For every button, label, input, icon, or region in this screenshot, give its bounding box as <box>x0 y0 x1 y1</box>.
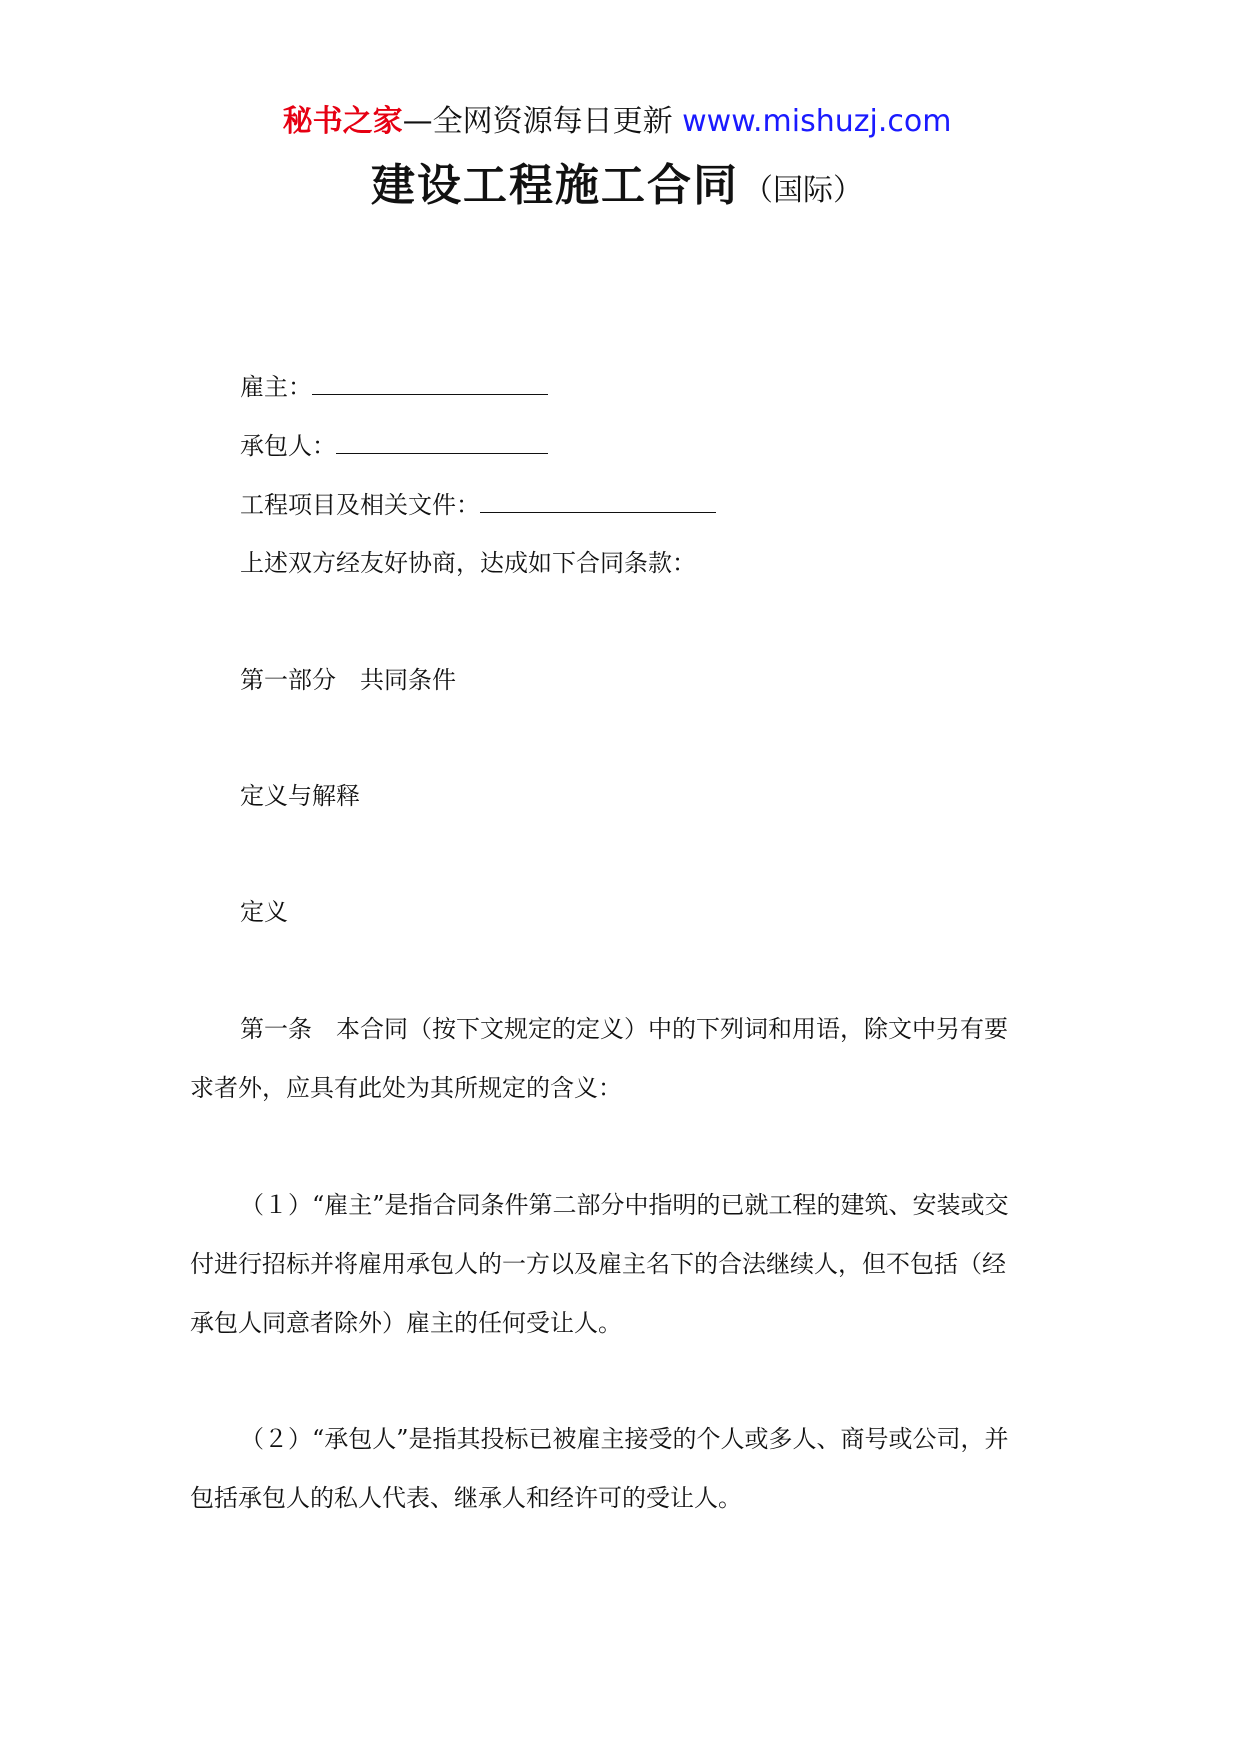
project-blank <box>480 488 716 513</box>
clause1-line1: （１）“雇主”是指合同条件第二部分中指明的已就工程的建筑、安装或交 <box>240 1191 1009 1219</box>
brand-name: 秘书之家 <box>282 104 403 139</box>
employer-blank <box>312 370 548 395</box>
subsection-heading: 定义 <box>240 898 288 926</box>
part-heading: 第一部分 共同条件 <box>240 666 456 694</box>
document-title <box>0 158 1234 214</box>
employer-label: 雇主： <box>240 373 312 401</box>
site-header <box>0 102 1234 142</box>
clause1-line2: 付进行招标并将雇用承包人的一方以及雇主名下的合法继续人，但不包括（经 <box>190 1250 1006 1278</box>
title-sub: （国际） <box>743 173 863 208</box>
contractor-field <box>240 429 548 462</box>
clause2-line1: （２）“承包人”是指其投标已被雇主接受的个人或多人、商号或公司，并 <box>240 1425 1009 1453</box>
clause2-line2: 包括承包人的私人代表、继承人和经许可的受让人。 <box>190 1484 742 1512</box>
article1-line2: 求者外，应具有此处为其所规定的含义： <box>190 1074 622 1102</box>
site-url-link[interactable]: www.mishuzj.com <box>682 104 952 139</box>
preamble: 上述双方经友好协商，达成如下合同条款： <box>240 549 696 577</box>
project-field <box>240 488 716 521</box>
brand-tagline: —全网资源每日更新 <box>402 104 683 139</box>
section-heading: 定义与解释 <box>240 782 360 810</box>
employer-field <box>240 370 548 403</box>
article1-line1: 第一条 本合同（按下文规定的定义）中的下列词和用语，除文中另有要 <box>240 1015 1008 1043</box>
project-label: 工程项目及相关文件： <box>240 491 480 519</box>
title-main: 建设工程施工合同 <box>371 160 739 211</box>
contractor-blank <box>336 429 548 454</box>
clause1-line3: 承包人同意者除外）雇主的任何受让人。 <box>190 1309 622 1337</box>
contractor-label: 承包人： <box>240 432 336 460</box>
